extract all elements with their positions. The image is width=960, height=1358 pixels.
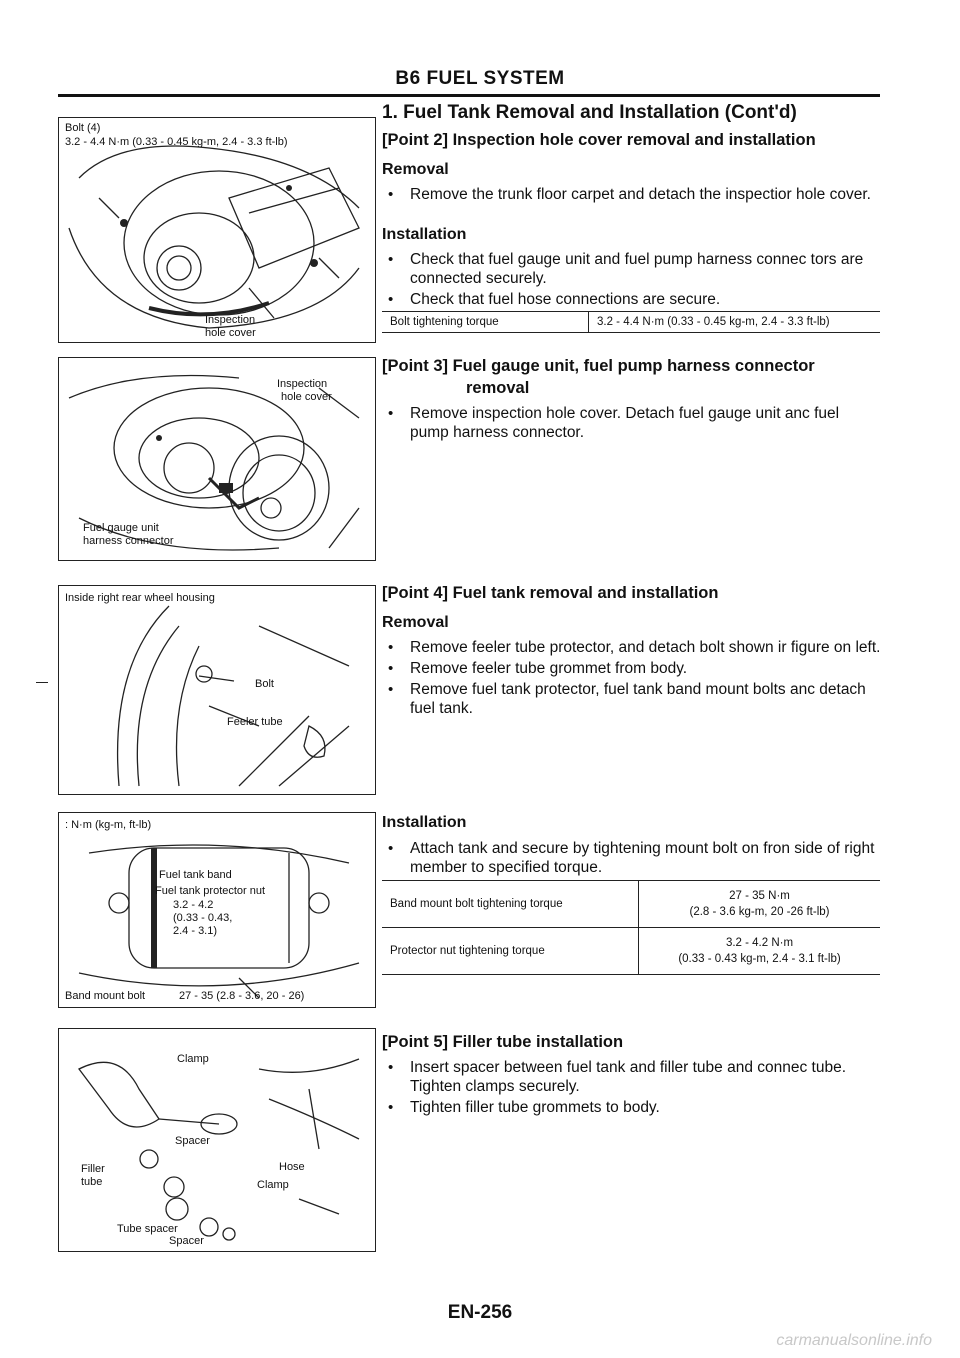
margin-mark: [36, 682, 48, 683]
figure-5-filler-label: Filler: [81, 1163, 105, 1175]
point-5-title: [Point 5] Filler tube installation: [382, 1033, 624, 1051]
figure-2-hole-cover-label: hole cover: [281, 391, 332, 403]
point-2-removal-label: Removal: [382, 161, 449, 178]
point-4-title: [Point 4] Fuel tank removal and installation: [382, 584, 719, 602]
figure-3-title-label: Inside right rear wheel housing: [65, 592, 215, 604]
figure-5-spacer-label: Spacer: [175, 1135, 210, 1147]
figure-1-bolt-label: Bolt (4): [65, 122, 101, 134]
list-item: • Remove the trunk floor carpet and detach the inspectior hole cover.: [382, 185, 882, 204]
figure-5-spacer2-label: Spacer: [169, 1235, 204, 1247]
figure-3-bolt-label: Bolt: [255, 678, 274, 690]
point-4-removal-list: [382, 638, 882, 720]
spec-value: [639, 881, 881, 928]
list-item: • Remove inspection hole cover. Detach fuel gauge unit anc fuel pump harness connector.: [382, 404, 882, 442]
spec-value: 3.2 - 4.4 N·m (0.33 - 0.45 kg-m, 2.4 - 3.3 ft-lb): [597, 316, 830, 328]
point-4-installation-list: [382, 839, 882, 879]
figure-5-clamp-label: Clamp: [177, 1053, 209, 1065]
figure-5-drawing: [59, 1029, 375, 1251]
point-2-spec-table: [382, 311, 880, 333]
figure-wheel-housing: [58, 585, 376, 795]
spec-label: Bolt tightening torque: [382, 312, 589, 333]
page-header-title: B6 FUEL SYSTEM: [395, 68, 565, 89]
spec-label: Band mount bolt tightening torque: [382, 881, 639, 928]
table-row: [382, 312, 880, 333]
spec-value-line-1: 27 - 35 N·m: [729, 890, 790, 902]
point-4-installation-label: Installation: [382, 814, 467, 831]
figure-1-torque-label: 3.2 - 4.4 N·m (0.33 - 0.45 kg-m, 2.4 - 3.3 ft-lb): [65, 136, 288, 148]
figure-4-band-label: Fuel tank band: [159, 869, 232, 881]
figure-4-torque-2: (0.33 - 0.43,: [173, 912, 233, 924]
figure-3-drawing: [59, 586, 375, 794]
table-row: [382, 928, 880, 975]
spec-value-line-1: 3.2 - 4.2 N·m: [725, 937, 794, 949]
point-3-list: [382, 404, 882, 444]
spec-label: Protector nut tightening torque: [382, 928, 639, 975]
figure-4-units-label: : N·m (kg-m, ft-lb): [65, 819, 152, 831]
figure-1-drawing: [59, 118, 375, 342]
watermark: carmanualsonline.info: [776, 1332, 932, 1349]
figure-5-tube-spacer-label: Tube spacer: [117, 1223, 178, 1235]
spec-value-line-2: (2.8 - 3.6 kg-m, 20 -26 ft-lb): [689, 906, 830, 918]
figure-fuel-tank-band: [58, 812, 376, 1008]
figure-2-gauge-label: Fuel gauge unit: [83, 522, 159, 534]
figure-inspection-hole-cover: [58, 117, 376, 343]
section-title: 1. Fuel Tank Removal and Installation (Cont'd): [382, 102, 797, 123]
point-2-installation-list: [382, 250, 882, 311]
figure-5-hose-label: Hose: [279, 1161, 305, 1173]
figure-2-inspection-label: Inspection: [277, 378, 328, 390]
list-item: • Attach tank and secure by tightening mount bolt on fron side of right member to specified torque.: [382, 839, 882, 877]
figure-1-inspection-label: Inspection: [205, 314, 256, 326]
point-3-title-cont: removal: [466, 379, 530, 397]
list-item: • Check that fuel gauge unit and fuel pump harness connec tors are connected securely.: [382, 250, 882, 288]
point-4-removal-label: Removal: [382, 614, 449, 631]
figure-5-tube-label: tube: [81, 1176, 103, 1188]
point-3-title: [Point 3] Fuel gauge unit, fuel pump harness connector: [382, 357, 815, 375]
figure-filler-tube: [58, 1028, 376, 1252]
point-5-list: [382, 1058, 882, 1119]
spec-value: [639, 928, 881, 975]
point-2-removal-list: [382, 185, 882, 206]
list-item: • Tighten filler tube grommets to body.: [382, 1098, 882, 1117]
figure-4-torque-3: 2.4 - 3.1): [173, 925, 218, 937]
point-4-spec-table: [382, 880, 880, 975]
figure-4-mount-label: Band mount bolt: [65, 990, 146, 1002]
figure-1-hole-cover-label: hole cover: [205, 327, 256, 339]
list-item: • Check that fuel hose connections are secure.: [382, 290, 882, 309]
spec-value-line-2: (0.33 - 0.43 kg-m, 2.4 - 3.1 ft-lb): [678, 953, 841, 965]
page-number: EN-256: [447, 1302, 513, 1323]
point-2-installation-label: Installation: [382, 226, 467, 243]
table-row: [382, 881, 880, 928]
figure-5-clamp2-label: Clamp: [257, 1179, 289, 1191]
figure-4-torque-1: 3.2 - 4.2: [173, 899, 214, 911]
figure-3-feeler-label: Feeler tube: [227, 716, 283, 728]
point-2-title: [Point 2] Inspection hole cover removal and installation: [382, 131, 816, 149]
list-item: • Insert spacer between fuel tank and filler tube and connec tube. Tighten clamps securely.: [382, 1058, 882, 1096]
list-item: • Remove feeler tube grommet from body.: [382, 659, 882, 678]
figure-fuel-gauge-connector: [58, 357, 376, 561]
list-item: • Remove fuel tank protector, fuel tank band mount bolts anc detach fuel tank.: [382, 680, 882, 718]
figure-4-protector-label: Fuel tank protector nut: [155, 885, 266, 897]
header-rule: [58, 94, 880, 97]
figure-2-harness-label: harness connector: [83, 535, 174, 547]
figure-4-mount-torque: 27 - 35 (2.8 - 3.6, 20 - 26): [179, 990, 305, 1002]
list-item: • Remove feeler tube protector, and detach bolt shown ir figure on left.: [382, 638, 882, 657]
figure-4-drawing: [59, 813, 375, 1007]
